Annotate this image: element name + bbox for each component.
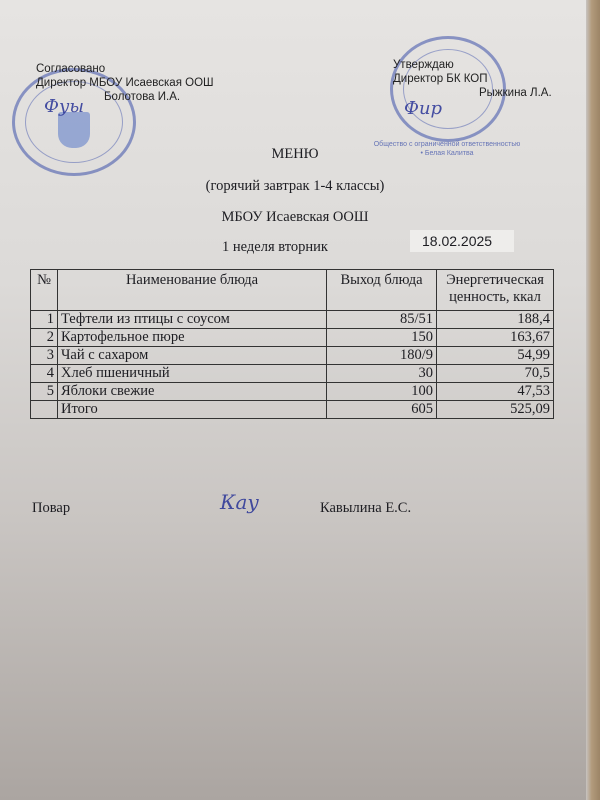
row-number: 1 [31,311,58,329]
header-dish-name: Наименование блюда [58,270,327,311]
approval-right-signatory: Рыжкина Л.А. [479,87,552,99]
row-number: 4 [31,365,58,383]
approval-block-right [393,58,552,100]
cook-signature: Кау [220,490,260,514]
menu-table [30,269,554,419]
table-row [31,329,554,347]
total-output: 605 [327,401,437,419]
row-number: 2 [31,329,58,347]
row-energy: 163,67 [437,329,554,347]
table-header-row [31,270,554,311]
table-row [31,365,554,383]
row-output: 100 [327,383,437,401]
row-energy: 70,5 [437,365,554,383]
header-energy: Энергетическая ценность, ккал [437,270,554,311]
cook-role: Повар [32,500,71,516]
cook-name: Кавылина Е.С. [320,500,412,516]
row-number: 5 [31,383,58,401]
school-name: МБОУ Исаевская ООШ [221,209,369,225]
row-number: 3 [31,347,58,365]
company-stamp-text: Общество с ограниченной ответственностью • Белая Калитва [373,141,521,157]
row-dish-name: Яблоки свежие [58,383,327,401]
total-label: Итого [58,401,327,419]
row-output: 180/9 [327,347,437,365]
row-dish-name: Хлеб пшеничный [58,365,327,383]
row-dish-name: Тефтели из птицы с соусом [58,311,327,329]
document-title: МЕНЮ [271,146,319,162]
week-day: 1 неделя вторник [222,239,328,255]
coat-of-arms-icon [58,112,90,148]
menu-date: 18.02.2025 [410,230,514,252]
approval-left-position: Директор МБОУ Исаевская ООШ [36,77,214,89]
row-output: 150 [327,329,437,347]
director-signature-right: Фир [404,98,443,119]
table-row [31,347,554,365]
table-row [31,383,554,401]
total-number-empty [31,401,58,419]
table-total-row [31,401,554,419]
row-energy: 188,4 [437,311,554,329]
row-dish-name: Картофельное пюре [58,329,327,347]
header-output: Выход блюда [327,270,437,311]
approval-left-heading: Согласовано [36,63,106,75]
row-output: 85/51 [327,311,437,329]
table-row [31,311,554,329]
approval-left-signatory: Болотова И.А. [104,91,181,103]
approval-right-heading: Утверждаю [393,59,454,71]
director-signature-left: Фуы [44,96,85,117]
row-output: 30 [327,365,437,383]
approval-right-position: Директор БК КОП [393,73,488,85]
header-number: № [31,270,58,311]
table-surface-edge [586,0,600,800]
row-energy: 54,99 [437,347,554,365]
row-energy: 47,53 [437,383,554,401]
total-energy: 525,09 [437,401,554,419]
document-subtitle: (горячий завтрак 1-4 классы) [205,178,385,194]
row-dish-name: Чай с сахаром [58,347,327,365]
